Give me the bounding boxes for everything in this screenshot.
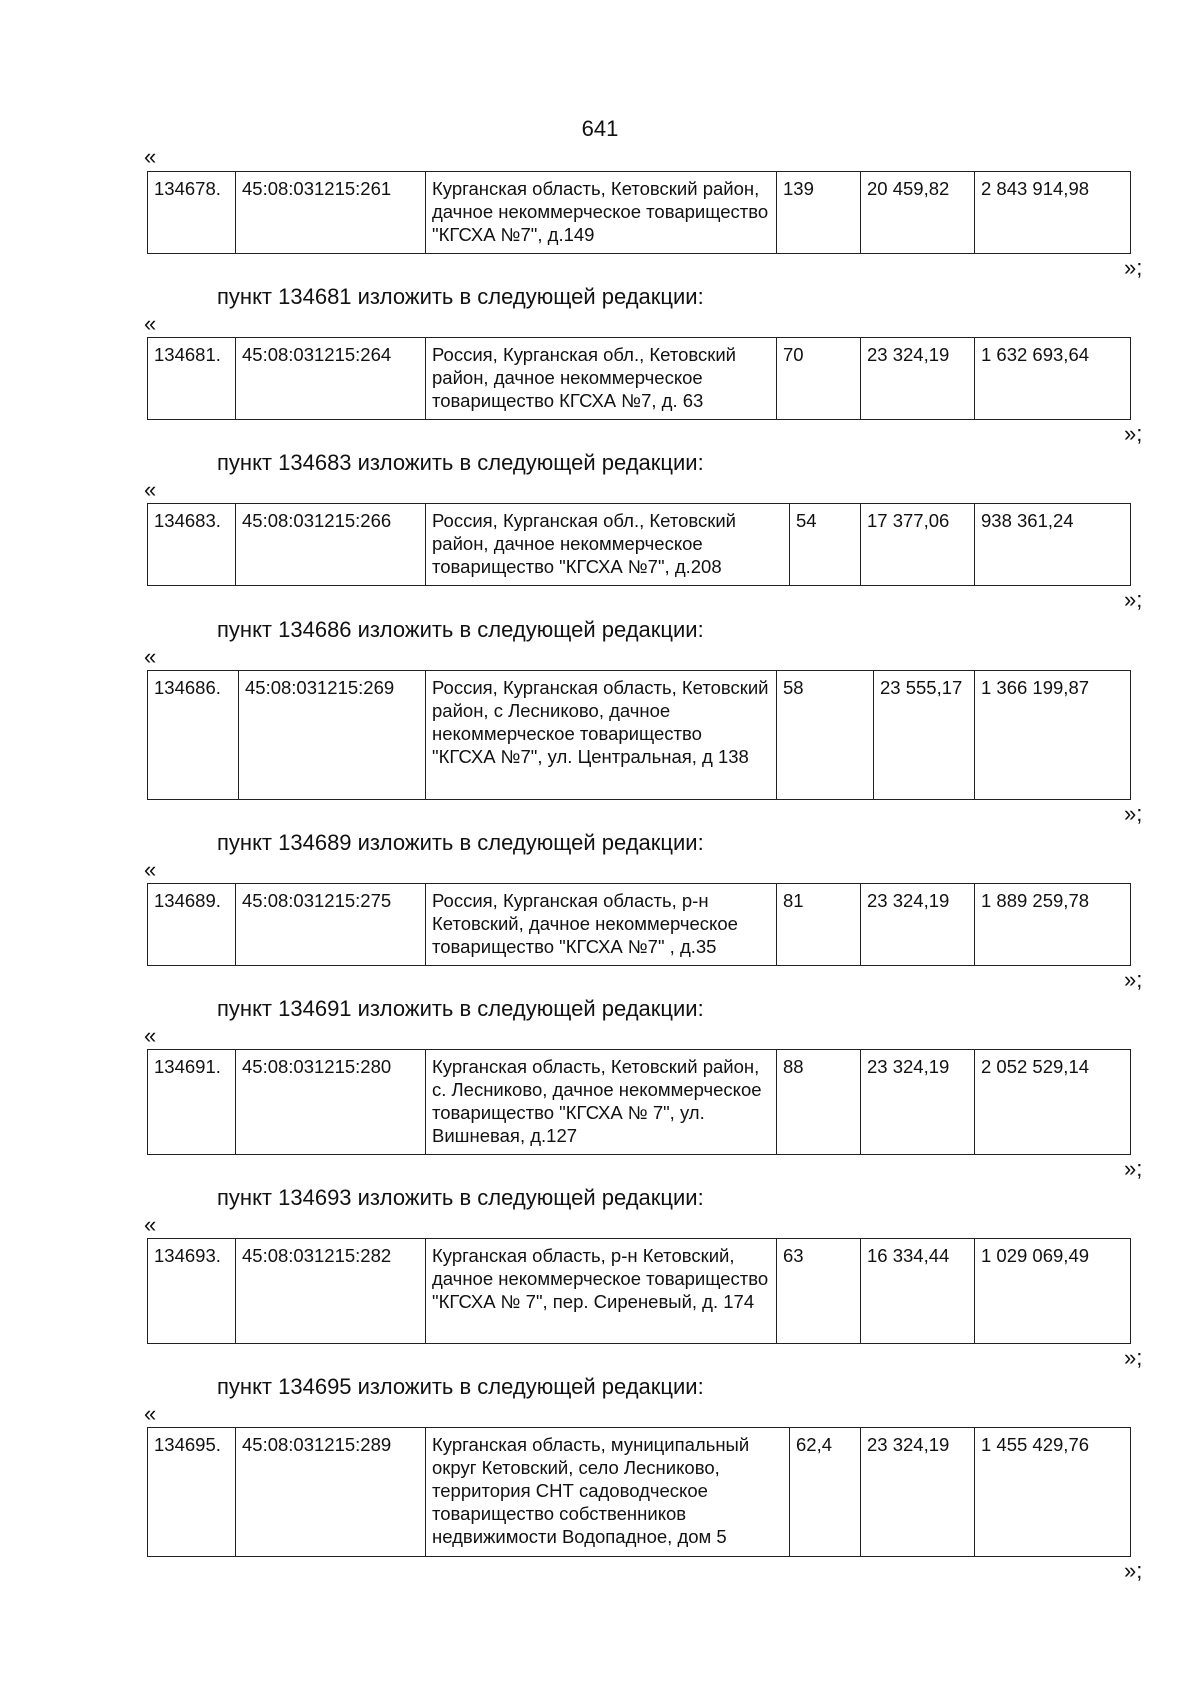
cell-price: 16 334,44 bbox=[861, 1239, 975, 1344]
cell-total: 2 843 914,98 bbox=[975, 172, 1131, 254]
record-table-134695 bbox=[147, 1427, 1131, 1557]
table-row bbox=[148, 504, 1131, 586]
cell-number: 134689. bbox=[148, 884, 236, 966]
cell-address: Курганская область, муниципальный округ Кетовский, село Лесниково, территория СНТ садоводческое товарищество собственников недвижимости Водопадное, дом 5 bbox=[426, 1428, 790, 1557]
record-table-134691 bbox=[147, 1049, 1131, 1155]
cell-total: 938 361,24 bbox=[975, 504, 1131, 586]
close-quote: »; bbox=[1124, 421, 1143, 446]
cell-area: 70 bbox=[777, 338, 861, 420]
cell-area: 54 bbox=[790, 504, 861, 586]
open-quote: « bbox=[144, 1212, 157, 1237]
cell-price: 23 324,19 bbox=[861, 1428, 975, 1557]
cell-total: 1 632 693,64 bbox=[975, 338, 1131, 420]
cell-cadastral: 45:08:031215:275 bbox=[236, 884, 426, 966]
instruction-text: пункт 134681 изложить в следующей редакции: bbox=[217, 284, 704, 309]
cell-area: 62,4 bbox=[790, 1428, 861, 1557]
close-quote: »; bbox=[1124, 587, 1143, 612]
record-table-134686 bbox=[147, 670, 1131, 800]
cell-area: 81 bbox=[777, 884, 861, 966]
table-row bbox=[148, 172, 1131, 254]
cell-cadastral: 45:08:031215:266 bbox=[236, 504, 426, 586]
table-row bbox=[148, 1428, 1131, 1557]
table-row bbox=[148, 671, 1131, 800]
instruction-text: пункт 134693 изложить в следующей редакции: bbox=[217, 1185, 704, 1210]
cell-cadastral: 45:08:031215:280 bbox=[236, 1050, 426, 1155]
cell-address: Россия, Курганская обл., Кетовский район, дачное некоммерческое товарищество КГСХА №7, д. 63 bbox=[426, 338, 777, 420]
cell-total: 1 889 259,78 bbox=[975, 884, 1131, 966]
open-quote: « bbox=[144, 1023, 157, 1048]
cell-area: 58 bbox=[777, 671, 874, 800]
cell-number: 134695. bbox=[148, 1428, 236, 1557]
close-quote: »; bbox=[1124, 967, 1143, 992]
table-row bbox=[148, 1239, 1131, 1344]
cell-price: 23 324,19 bbox=[861, 884, 975, 966]
cell-area: 63 bbox=[777, 1239, 861, 1344]
cell-address: Курганская область, р-н Кетовский, дачное некоммерческое товарищество "КГСХА № 7", пер. Сиреневый, д. 174 bbox=[426, 1239, 777, 1344]
close-quote: »; bbox=[1124, 1558, 1143, 1583]
instruction-text: пункт 134686 изложить в следующей редакции: bbox=[217, 617, 704, 642]
instruction-text: пункт 134695 изложить в следующей редакции: bbox=[217, 1374, 704, 1399]
cell-total: 2 052 529,14 bbox=[975, 1050, 1131, 1155]
open-quote: « bbox=[144, 857, 157, 882]
cell-area: 139 bbox=[777, 172, 861, 254]
cell-number: 134693. bbox=[148, 1239, 236, 1344]
cell-price: 20 459,82 bbox=[861, 172, 975, 254]
close-quote: »; bbox=[1124, 1345, 1143, 1370]
cell-cadastral: 45:08:031215:289 bbox=[236, 1428, 426, 1557]
open-quote: « bbox=[144, 477, 157, 502]
record-table-134693 bbox=[147, 1238, 1131, 1344]
cell-address: Курганская область, Кетовский район, дачное некоммерческое товарищество "КГСХА №7", д.149 bbox=[426, 172, 777, 254]
cell-cadastral: 45:08:031215:282 bbox=[236, 1239, 426, 1344]
open-quote: « bbox=[144, 644, 157, 669]
table-row bbox=[148, 338, 1131, 420]
cell-total: 1 366 199,87 bbox=[975, 671, 1131, 800]
cell-total: 1 029 069,49 bbox=[975, 1239, 1131, 1344]
cell-number: 134678. bbox=[148, 172, 236, 254]
close-quote: »; bbox=[1124, 801, 1143, 826]
record-table-134681 bbox=[147, 337, 1131, 420]
open-quote: « bbox=[144, 311, 157, 336]
cell-price: 23 324,19 bbox=[861, 338, 975, 420]
table-row bbox=[148, 884, 1131, 966]
table-row bbox=[148, 1050, 1131, 1155]
cell-price: 17 377,06 bbox=[861, 504, 975, 586]
cell-address: Россия, Курганская область, Кетовский район, с Лесниково, дачное некоммерческое товарищество "КГСХА №7", ул. Центральная, д 138 bbox=[426, 671, 777, 800]
cell-cadastral: 45:08:031215:264 bbox=[236, 338, 426, 420]
cell-address: Россия, Курганская обл., Кетовский район, дачное некоммерческое товарищество "КГСХА №7", д.208 bbox=[426, 504, 790, 586]
cell-price: 23 324,19 bbox=[861, 1050, 975, 1155]
page-number: 641 bbox=[581, 116, 619, 141]
cell-cadastral: 45:08:031215:261 bbox=[236, 172, 426, 254]
cell-number: 134686. bbox=[148, 671, 239, 800]
open-quote: « bbox=[144, 1401, 157, 1426]
open-quote: « bbox=[144, 144, 157, 169]
cell-address: Курганская область, Кетовский район, с. Лесниково, дачное некоммерческое товарищество "КГСХА № 7", ул. Вишневая, д.127 bbox=[426, 1050, 777, 1155]
close-quote: »; bbox=[1124, 255, 1143, 280]
instruction-text: пункт 134689 изложить в следующей редакции: bbox=[217, 830, 704, 855]
record-table-134689 bbox=[147, 883, 1131, 966]
cell-area: 88 bbox=[777, 1050, 861, 1155]
cell-price: 23 555,17 bbox=[874, 671, 975, 800]
close-quote: »; bbox=[1124, 1156, 1143, 1181]
cell-number: 134683. bbox=[148, 504, 236, 586]
instruction-text: пункт 134691 изложить в следующей редакции: bbox=[217, 996, 704, 1021]
cell-cadastral: 45:08:031215:269 bbox=[239, 671, 426, 800]
cell-number: 134691. bbox=[148, 1050, 236, 1155]
cell-number: 134681. bbox=[148, 338, 236, 420]
instruction-text: пункт 134683 изложить в следующей редакции: bbox=[217, 450, 704, 475]
record-table-134678 bbox=[147, 171, 1131, 254]
record-table-134683 bbox=[147, 503, 1131, 586]
cell-total: 1 455 429,76 bbox=[975, 1428, 1131, 1557]
cell-address: Россия, Курганская область, р-н Кетовский, дачное некоммерческое товарищество "КГСХА №7" , д.35 bbox=[426, 884, 777, 966]
